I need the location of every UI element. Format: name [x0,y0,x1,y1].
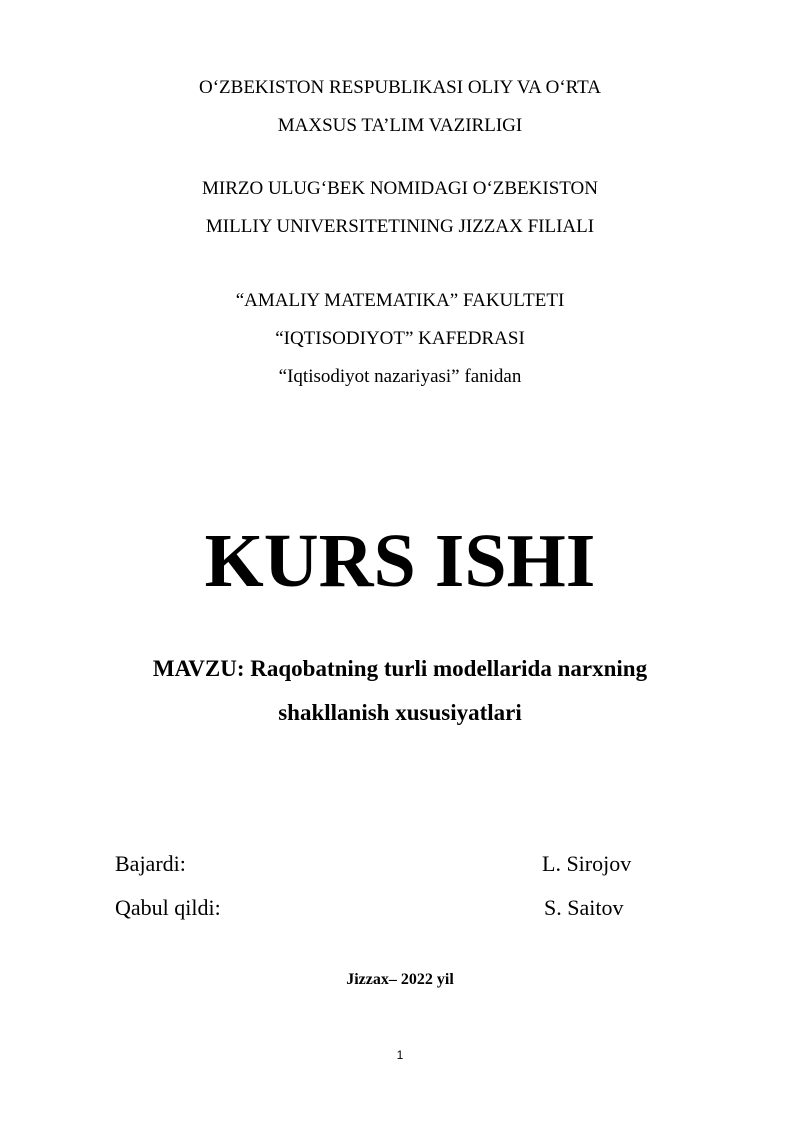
faculty-line: “AMALIY MATEMATIKA” FAKULTETI [235,290,565,311]
performed-by-label: Bajardi: [115,851,186,876]
department-line: “IQTISODIYOT” KAFEDRASI [275,328,525,349]
subject-line: “Iqtisodiyot nazariyasi” fanidan [278,366,522,387]
topic-line-2: shakllanish xususiyatlari [278,700,522,725]
ministry-line-2: MAXSUS TA’LIM VAZIRLIGI [277,115,523,136]
accepted-by-name: S. Saitov [544,895,624,920]
place-and-year: Jizzax– 2022 yil [346,971,454,988]
ministry-line-1: O‘ZBEKISTON RESPUBLIKASI OLIY VA O‘RTA [199,77,601,98]
university-line-2: MILLIY UNIVERSITETINING JIZZAX FILIALI [205,216,595,237]
accepted-by-label: Qabul qildi: [115,895,221,920]
performed-by-name: L. Sirojov [542,851,632,876]
university-line-1: MIRZO ULUG‘BEK NOMIDAGI O‘ZBEKISTON [202,178,598,199]
topic-line-1: MAVZU: Raqobatning turli modellarida narxning [152,656,648,681]
document-title: KURS ISHI [204,519,596,603]
page-number: 1 [396,1048,404,1062]
